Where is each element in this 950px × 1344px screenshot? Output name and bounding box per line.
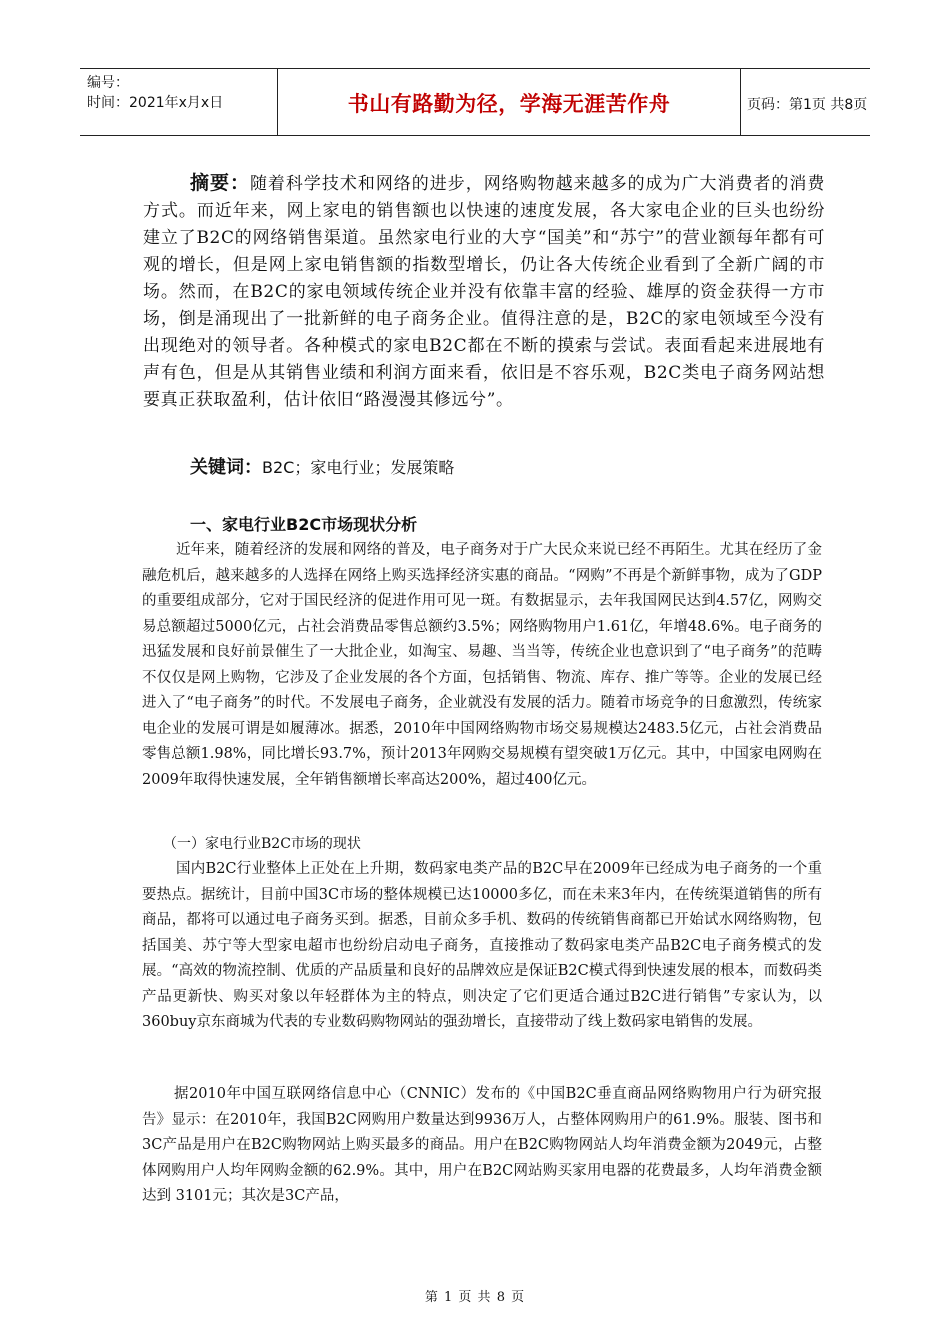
abstract-paragraph (143, 170, 825, 414)
header-page-cell (739, 69, 870, 135)
abstract-label: 摘要： (190, 172, 250, 194)
keywords-text: B2C；家电行业；发展策略 (262, 458, 455, 477)
document-time-label: 时间：2021年x月x日 (87, 95, 224, 111)
section-heading: 一、家电行业B2C市场现状分析 (190, 515, 418, 534)
header-motto: 书山有路勤为径，学海无涯苦作舟 (347, 92, 671, 116)
header-meta (80, 69, 277, 139)
header-page-info: 页码：第1页 共8页 (747, 97, 868, 113)
keywords-label: 关键词： (190, 457, 262, 478)
document-number-label: 编号： (87, 75, 129, 91)
subsection-heading: （一）家电行业B2C市场的现状 (163, 836, 361, 852)
keywords-line (190, 453, 454, 479)
header-motto-cell (277, 69, 741, 135)
abstract-text: 随着科学技术和网络的进步，网络购物越来越多的成为广大消费者的消费方式。而近年来，网上家电的销售额也以快速的速度发展，各大家电企业的巨头也纷纷建立了B2C的网络销售渠道。虽然家电行业的大亨“国美”和“苏宁”的营业额每年都有可观的增长，但是网上家电销售额的指数型增长，仍让各大传统企业看到了全新广阔的市场。然而，在B2C的家电领域传统企业并没有依靠丰富的经验、雄厚的资金获得一方市场，倒是涌现出了一批新鲜的电子商务企业。值得注意的是，B2C的家电领域至今没有出现绝对的领导者。各种模式的家电B2C都在不断的摸索与尝试。表面看起来进展地有声有色，但是从其销售业绩和利润方面来看，依旧是不容乐观，B2C类电子商务网站想要真正获取盈利，估计依旧“路漫漫其修远兮”。 (143, 174, 825, 410)
body-paragraph-2: 国内B2C行业整体上正处在上升期，数码家电类产品的B2C早在2009年已经成为电子商务的一个重要热点。据统计，目前中国3C市场的整体规模已达10000多亿，而在未来3年内，在传统渠道销售的所有商品，都将可以通过电子商务买到。据悉，目前众多手机、数码的传统销售商都已开始试水网络购物，包括国美、苏宁等大型家电超市也纷纷启动电子商务，直接推动了数码家电类产品B2C电子商务模式的发展。“高效的物流控制、优质的产品质量和良好的品牌效应是保证B2C模式得到快速发展的根本，而数码类产品更新快、购买对象以年轻群体为主的特点，则决定了它们更适合通过B2C进行销售”专家认为，以360buy京东商城为代表的专业数码购物网站的强劲增长，直接带动了线上数码家电销售的发展。 (142, 861, 822, 1030)
body-paragraph-3: 据2010年中国互联网络信息中心（CNNIC）发布的《中国B2C垂直商品网络购物用户行为研究报告》显示：在2010年，我国B2C网购用户数量达到9936万人，占整体网购用户的61.9%。服装、图书和3C产品是用户在B2C购物网站上购买最多的商品。用户在B2C购物网站人均年消费金额为2049元，占整体网购用户人均年网购金额的62.9%。其中，用户在B2C网站购买家用电器的花费最多，人均年消费金额达到 3101元；其次是3C产品， (142, 1086, 822, 1204)
body-paragraph-1: 近年来，随着经济的发展和网络的普及，电子商务对于广大民众来说已经不再陌生。尤其在经历了金融危机后，越来越多的人选择在网络上购买选择经济实惠的商品。“网购”不再是个新鲜事物，成为了GDP的重要组成部分，它对于国民经济的促进作用可见一斑。有数据显示，去年我国网民达到4.57亿，网购交易总额超过5000亿元，占社会消费品零售总额约3.5%；网络购物用户1.61亿，年增48.6%。电子商务的迅猛发展和良好前景催生了一大批企业，如淘宝、易趣、当当等，传统企业也意识到了“电子商务”的范畴不仅仅是网上购物，它涉及了企业发展的各个方面，包括销售、物流、库存、推广等等。企业的发展已经进入了“电子商务”的时代。不发展电子商务，企业就没有发展的活力。随着市场竞争的日愈激烈，传统家电企业的发展可谓是如履薄冰。据悉，2010年中国网络购物市场交易规模达2483.5亿元，占社会消费品零售总额1.98%，同比增长93.7%，预计2013年网购交易规模有望突破1万亿元。其中，中国家电网购在2009年取得快速发展，全年销售额增长率高达200%，超过400亿元。 (142, 542, 822, 788)
page-footer: 第 1 页 共 8 页 (424, 1290, 526, 1305)
header-table (80, 68, 870, 136)
